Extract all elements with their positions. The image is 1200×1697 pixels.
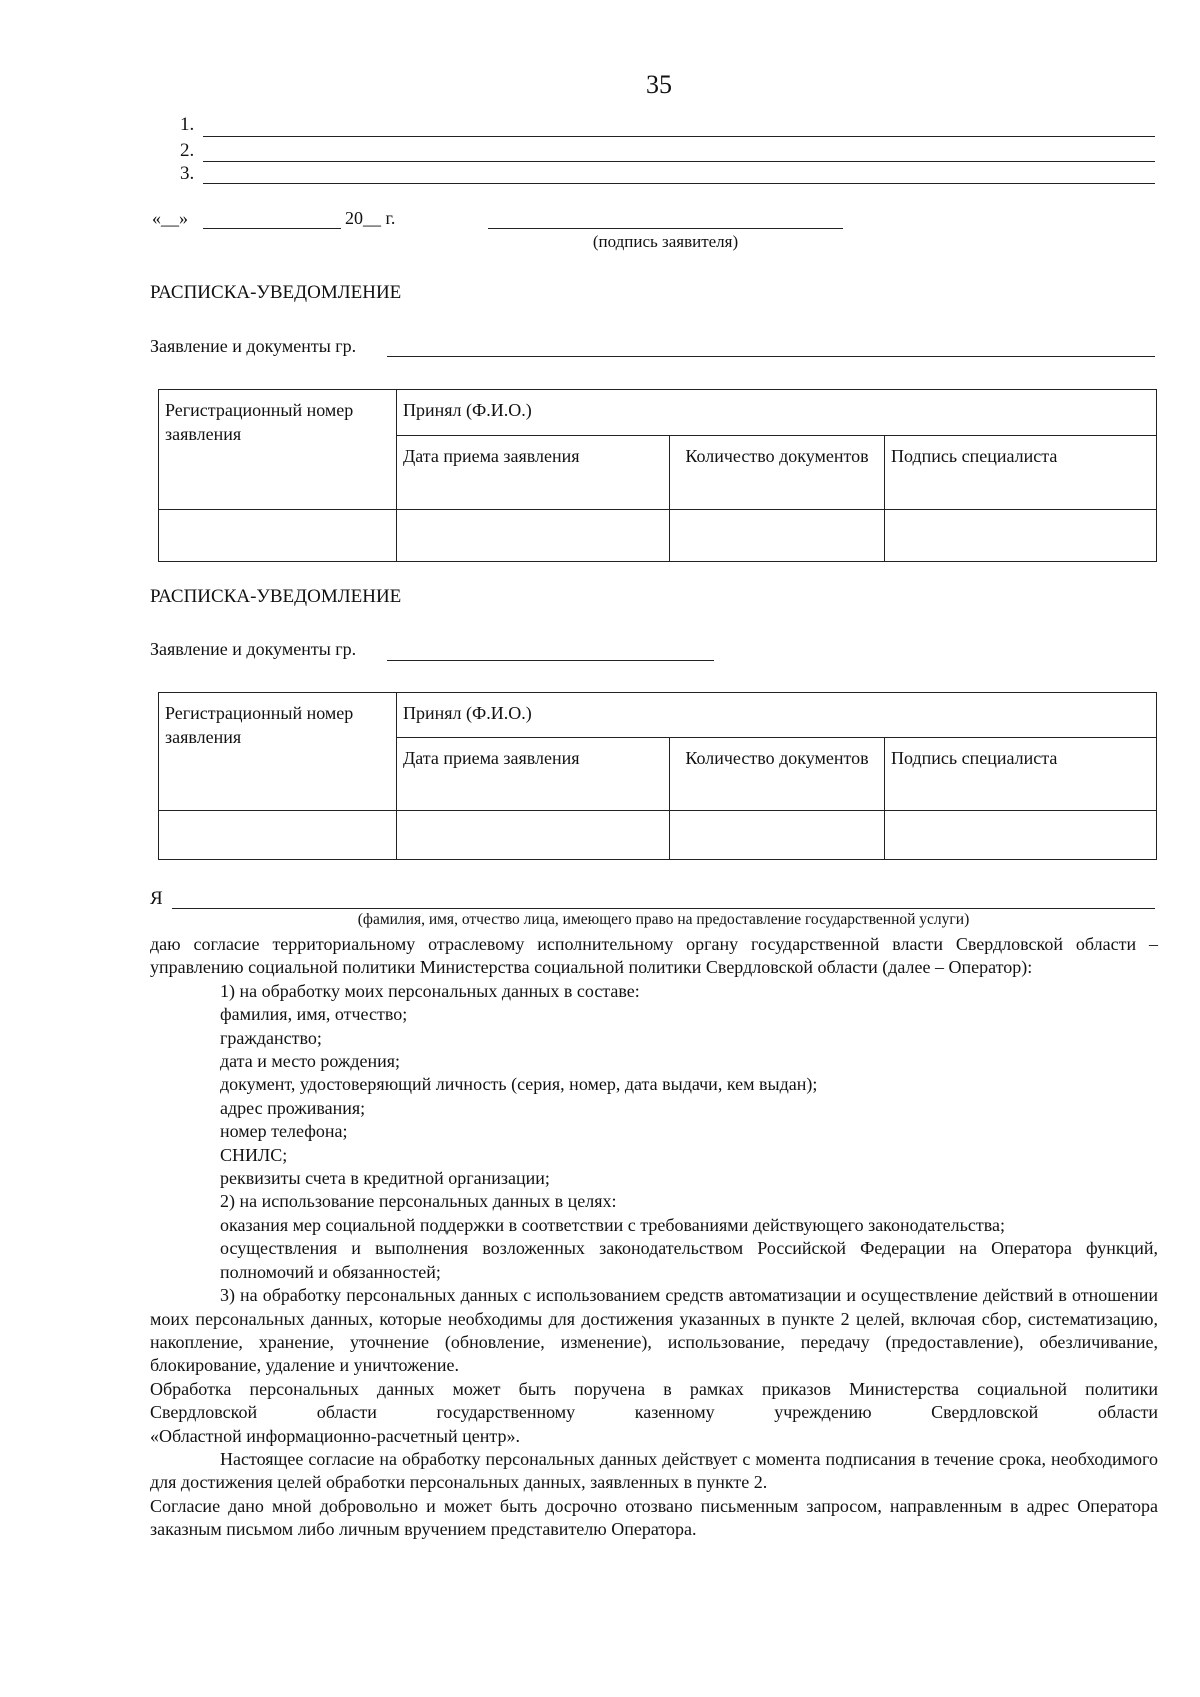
data-list-item: адрес проживания; [220, 1097, 366, 1118]
receipt-title: РАСПИСКА-УВЕДОМЛЕНИЕ [150, 586, 402, 607]
data-list-item: документ, удостоверяющий личность (серия, номер, дата выдачи, кем выдан); [220, 1074, 818, 1095]
receipt-table [158, 389, 1157, 562]
date-received-cell[interactable] [397, 811, 670, 860]
signature-header: Подпись специалиста [885, 738, 1157, 811]
receipt-table [158, 692, 1157, 860]
consent-ya: Я [150, 888, 163, 909]
purpose-item: осуществления и выполнения возложенных законодательством Российской Федерации на Оператора функций, полномочий и обязанностей; [220, 1238, 1158, 1282]
date-day: «__» [152, 208, 188, 228]
purpose-item: оказания мер социальной поддержки в соответствии с требованиями действующего законодательства; [220, 1214, 1005, 1235]
data-list-item: гражданство; [220, 1027, 322, 1048]
receipt-name-blank[interactable] [387, 660, 714, 661]
data-list-item: СНИЛС; [220, 1144, 288, 1165]
processing-line: Обработка персональных данных может быть поручена в рамках приказов Министерства социальной политики [150, 1378, 1158, 1399]
processing-line: «Областной информационно-расчетный центр». [150, 1425, 520, 1446]
reg-number-cell[interactable] [159, 811, 397, 860]
consent-body [150, 933, 1158, 1542]
receipt-name-blank[interactable] [387, 356, 1155, 357]
consent-revocation: Согласие дано мной добровольно и может быть досрочно отозвано письменным запросом, направленным в адрес Оператора заказным письмом либо личным вручением представителю Оператора. [150, 1495, 1158, 1540]
data-list-item: реквизиты счета в кредитной организации; [220, 1168, 550, 1189]
doc-count-cell[interactable] [670, 811, 885, 860]
signature-caption: (подпись заявителя) [592, 232, 739, 251]
numbered-line-label: 3. [180, 163, 195, 184]
page-number: 35 [646, 70, 672, 99]
signature-blank[interactable] [488, 228, 843, 229]
consent-item-2: 2) на использование персональных данных в целях: [220, 1191, 617, 1212]
consent-validity: Настоящее согласие на обработку персональных данных действует с момента подписания в течение срока, необходимого для достижения целей обработки персональных данных, заявленных в пункте 2. [150, 1448, 1158, 1493]
consent-item-3: 3) на обработку персональных данных с использованием средств автоматизации и осуществление действий в отношении моих персональных данных, которые необходимы для достижения указанных в пункте 2 целей, включая сбор, систематизацию, накопление, хранение, уточнение (обновление, изменение), использование, передачу (предоставление), обезличивание, блокирование, удаление и уничтожение. [150, 1285, 1158, 1376]
numbered-line-label: 2. [180, 140, 195, 161]
accepted-by-header: Принял (Ф.И.О.) [397, 693, 1157, 738]
signature-cell[interactable] [885, 510, 1157, 562]
blank-line[interactable] [203, 183, 1155, 184]
accepted-by-header: Принял (Ф.И.О.) [397, 390, 1157, 436]
doc-count-cell[interactable] [670, 510, 885, 562]
date-received-header: Дата приема заявления [397, 436, 670, 510]
reg-number-header: Регистрационный номер заявления [159, 693, 397, 811]
blank-line[interactable] [203, 136, 1155, 137]
receipt-label: Заявление и документы гр. [150, 639, 357, 659]
doc-count-header: Количество документов [670, 738, 885, 811]
reg-number-cell[interactable] [159, 510, 397, 562]
date-received-header: Дата приема заявления [397, 738, 670, 811]
data-list-item: номер телефона; [220, 1121, 348, 1142]
date-received-cell[interactable] [397, 510, 670, 562]
date-month-blank[interactable] [203, 228, 341, 229]
reg-number-header: Регистрационный номер заявления [159, 390, 397, 510]
signature-header: Подпись специалиста [885, 436, 1157, 510]
signature-cell[interactable] [885, 811, 1157, 860]
consent-name-blank[interactable] [172, 908, 1155, 909]
date-year: 20__ г. [345, 208, 396, 228]
data-list-item: дата и место рождения; [220, 1051, 401, 1072]
blank-line[interactable] [203, 161, 1155, 162]
consent-item-1: 1) на обработку моих персональных данных в составе: [220, 980, 640, 1001]
consent-name-caption: (фамилия, имя, отчество лица, имеющего право на предоставление государственной услуги) [357, 911, 970, 928]
data-list-item: фамилия, имя, отчество; [220, 1004, 408, 1025]
receipt-label: Заявление и документы гр. [150, 336, 357, 356]
doc-count-header: Количество документов [670, 436, 885, 510]
numbered-line-label: 1. [180, 114, 195, 135]
consent-intro: даю согласие территориальному отраслевому исполнительному органу государственной власти Свердловской области – управлению социальной политики Министерства социальной политики Свердловской области (далее – Оператор): [150, 934, 1158, 978]
processing-line: Свердловской области государственному казенному учреждению Свердловской области [150, 1402, 1158, 1423]
receipt-title: РАСПИСКА-УВЕДОМЛЕНИЕ [150, 282, 402, 303]
